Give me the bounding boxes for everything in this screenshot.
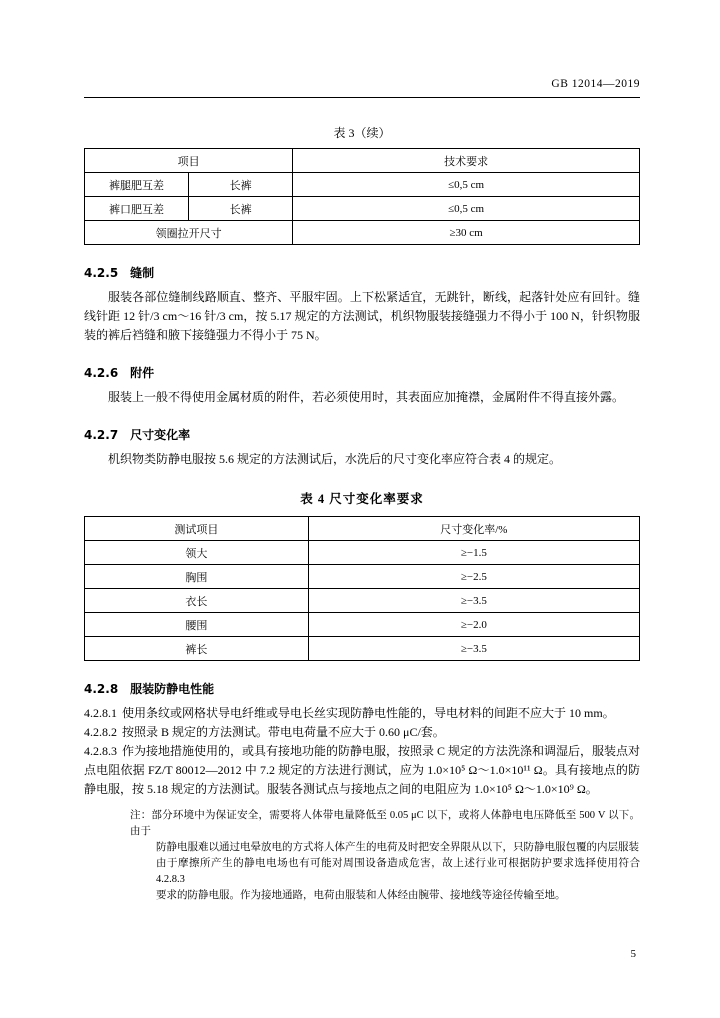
- clause-4282: [84, 723, 640, 742]
- standard-number: GB 12014—2019: [551, 78, 640, 90]
- table-4: [84, 516, 640, 661]
- table-row: [85, 613, 640, 637]
- table-cell: ≤0,5 cm: [293, 173, 640, 197]
- table-row: [85, 565, 640, 589]
- table-cell: ≥−1.5: [308, 541, 639, 565]
- section-heading-427: [84, 426, 640, 443]
- note-line-4: 要求的防静电服。作为接地通路，电荷由服装和人体经由腕带、接地线等途径传输至地。: [156, 890, 566, 901]
- table-cell: 裤口肥互差: [85, 197, 189, 221]
- table4-header-rate: 尺寸变化率/%: [308, 517, 639, 541]
- table-cell: ≥−2.0: [308, 613, 639, 637]
- table-cell: ≤0,5 cm: [293, 197, 640, 221]
- note-line-2: 防静电服难以通过电晕放电的方式将人体产生的电荷及时把安全界限从以下，只防静电服包覆的内层服装: [156, 842, 639, 853]
- table-row: [85, 637, 640, 661]
- section-body-425: 服装各部位缝制线路顺直、整齐、平服牢固。上下松紧适宜，无跳针，断线，起落针处应有回针。缝线针距 12 针/3 cm～16 针/3 cm，按 5.17 规定的方法测试，机织物服装接缝强力不得小于 100 N，针织物服装的裤后裆缝和腋下接缝强力不得小于 75 N。: [84, 290, 640, 342]
- table-3: [84, 148, 640, 245]
- section-title: 服装防静电性能: [130, 682, 215, 696]
- section-body-427: 机织物类防静电服按 5.6 规定的方法测试后，水洗后的尺寸变化率应符合表 4 的规定。: [108, 452, 562, 466]
- table3-caption: 表 3（续）: [333, 126, 391, 140]
- note-line-1: [130, 808, 640, 840]
- clause-text: 使用条纹或网格状导电纤维或导电长丝实现防静电性能的，导电材料的间距不应大于 10 mm。: [122, 706, 615, 720]
- section-number: 4.2.6: [84, 366, 119, 380]
- clause-number: 4.2.8.3: [84, 744, 117, 758]
- section-title: 尺寸变化率: [130, 428, 191, 442]
- note-text-1: 部分环境中为保证安全，需要将人体带电量降低至 0.05 μC 以下，或将人体静电电压降低至 500 V 以下。由于: [130, 810, 640, 837]
- clause-4283: [84, 742, 640, 799]
- table-row: [85, 589, 640, 613]
- table3-header-requirement: 技术要求: [293, 149, 640, 173]
- clause-text: 作为接地措施使用的，或具有接地功能的防静电服，按照录 C 规定的方法洗涤和调湿后，服装点对点电阻依据 FZ/T 80012—2012 中 7.2 规定的方法进行测试，应为 1.0×10⁵ Ω～1.0×10¹¹ Ω。具有接地点的防静电服，按 5.18 规定的方法测试。服装各测试点与接地点之间的电阻应为 1.0×10⁵ Ω～1.0×10⁹ Ω。: [84, 744, 641, 796]
- section-title: 附件: [130, 366, 155, 380]
- table-cell: 领大: [85, 541, 309, 565]
- clause-number: 4.2.8.1: [84, 706, 117, 720]
- section-heading-425: [84, 264, 640, 281]
- table-row: [85, 197, 640, 221]
- table-cell: 衣长: [85, 589, 309, 613]
- section-number: 4.2.7: [84, 428, 119, 442]
- table-cell: 长裤: [189, 173, 293, 197]
- section-number: 4.2.8: [84, 682, 119, 696]
- clause-number: 4.2.8.2: [84, 725, 117, 739]
- page-number: 5: [630, 948, 636, 960]
- table-cell: 裤腿肥互差: [85, 173, 189, 197]
- note-block: [130, 808, 640, 904]
- table-cell: 胸围: [85, 565, 309, 589]
- table-row: [85, 517, 640, 541]
- note-label: 注：: [130, 810, 152, 821]
- table-cell: ≥−3.5: [308, 637, 639, 661]
- page-content: [84, 78, 640, 904]
- page-header: [84, 78, 640, 94]
- section-body-426: 服装上一般不得使用金属材质的附件，若必须使用时，其表面应加掩襟，金属附件不得直接外露。: [108, 390, 625, 404]
- clause-text: 按照录 B 规定的方法测试。带电电荷量不应大于 0.60 μC/套。: [122, 725, 445, 739]
- table-cell: 领圈拉开尺寸: [85, 221, 293, 245]
- note-line-3: 由于摩擦所产生的静电电场也有可能对周围设备造成危害，故上述行业可根据防护要求选择使用符合 4.2.8.3: [156, 858, 640, 885]
- section-heading-426: [84, 364, 640, 381]
- table-row: [85, 221, 640, 245]
- table-cell: ≥30 cm: [293, 221, 640, 245]
- table-row: [85, 173, 640, 197]
- table-cell: ≥−2.5: [308, 565, 639, 589]
- section-number: 4.2.5: [84, 266, 119, 280]
- table-row: [85, 149, 640, 173]
- section-title: 缝制: [130, 266, 155, 280]
- section-heading-428: [84, 680, 640, 697]
- table-cell: 腰围: [85, 613, 309, 637]
- table4-caption: 表 4 尺寸变化率要求: [300, 492, 424, 506]
- table-cell: 裤长: [85, 637, 309, 661]
- table4-header-item: 测试项目: [85, 517, 309, 541]
- table-cell: 长裤: [189, 197, 293, 221]
- table-cell: ≥−3.5: [308, 589, 639, 613]
- clause-4281: [84, 704, 640, 723]
- header-divider: [84, 97, 640, 98]
- table-row: [85, 541, 640, 565]
- table3-header-item: 项目: [85, 149, 293, 173]
